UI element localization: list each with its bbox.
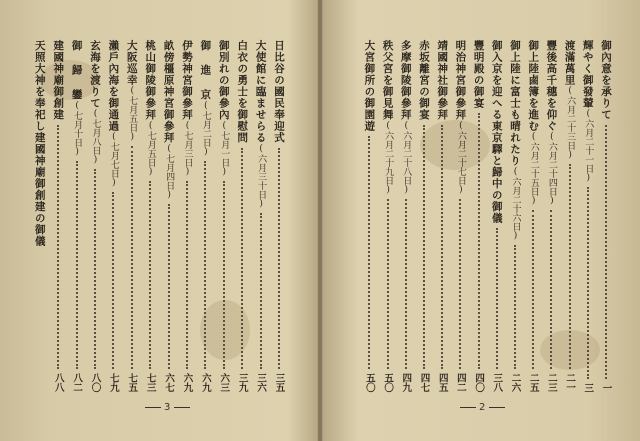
- toc-entry: [527, 40, 539, 392]
- toc-entry: [89, 40, 101, 392]
- toc-entry-page-number: 六九: [199, 373, 211, 392]
- toc-dot-leader: [569, 164, 571, 369]
- toc-entry: [163, 40, 175, 392]
- toc-entry-date: (六月三十日): [256, 143, 267, 209]
- toc-dot-leader: [57, 125, 59, 370]
- toc-entry-page-number: 三: [582, 382, 594, 392]
- toc-entry-date: (七月十日): [72, 100, 83, 157]
- toc-entry-title: 畝傍橿原神宮御參拜: [162, 40, 175, 144]
- toc-entry: [418, 40, 430, 392]
- toc-entry-page-number: 七三: [144, 373, 156, 392]
- toc-entry-date: (六月二十八日): [401, 120, 412, 195]
- toc-dot-leader: [94, 169, 96, 369]
- toc-dot-leader: [131, 146, 133, 369]
- toc-entry-date: (七月二日): [200, 100, 211, 157]
- toc-dot-leader: [405, 199, 407, 370]
- toc-entry-date: (六月二十九日): [383, 120, 394, 195]
- toc-entry-title: 天照大神を奉祀し建國神廟御創建の御儀: [33, 40, 46, 247]
- toc-entry: [363, 40, 375, 392]
- toc-entry-title: 御別れの御參內: [217, 40, 230, 121]
- toc-entry-title: 御上陸鹵簿を進む: [527, 40, 540, 132]
- toc-entry-page-number: 八二: [71, 373, 83, 392]
- toc-entry: [400, 40, 412, 392]
- toc-dot-leader: [587, 187, 589, 379]
- toc-entry-title: 大阪巡幸: [125, 40, 138, 86]
- toc-dot-leader: [204, 161, 206, 370]
- toc-entry: [34, 40, 46, 392]
- toc-entry: [454, 40, 466, 392]
- toc-entry: [509, 40, 521, 392]
- toc-dot-leader: [223, 181, 225, 370]
- toc-entry-title: 多摩御陵御參拜: [399, 40, 412, 121]
- toc-entry: [218, 40, 230, 392]
- toc-entry-page-number: 四二: [454, 373, 466, 392]
- toc-entry-title: 瀨戶內海を御通過: [107, 40, 120, 132]
- toc-entry: [491, 40, 503, 392]
- toc-dot-leader: [459, 199, 461, 370]
- toc-entry-page-number: 六七: [163, 373, 175, 392]
- toc-entry-title: 御內意を承りて: [600, 40, 612, 121]
- toc-entry: [126, 40, 138, 392]
- toc-entry-title: 御上陸に富士も晴れたり: [509, 40, 521, 167]
- toc-dot-leader: [423, 125, 425, 370]
- toc-entry-page-number: 五〇: [363, 373, 375, 392]
- toc-entry-title: 赤坂離宮の御宴: [418, 40, 430, 121]
- toc-entry: [71, 40, 83, 392]
- toc-entry: [255, 40, 267, 392]
- toc-entry: [382, 40, 394, 392]
- toc-dot-leader: [514, 245, 516, 370]
- toc-entry-date: (六月二十四日): [546, 132, 557, 206]
- toc-entry-date: (六月二十六日): [510, 166, 521, 241]
- toc-entry-date: (六月二十五日): [528, 132, 539, 206]
- toc-entry-page-number: 三八: [491, 373, 503, 392]
- toc-entry: [436, 40, 448, 392]
- toc-dot-leader: [387, 199, 389, 370]
- toc-entry-title: 御 進 京: [199, 40, 212, 101]
- toc-dot-leader: [478, 113, 480, 369]
- toc-entry-date: (七月五日): [127, 86, 138, 142]
- toc-entry-page-number: 八〇: [89, 373, 101, 392]
- toc-dot-leader: [532, 210, 534, 369]
- toc-entry-date: (七月七日): [108, 132, 119, 188]
- right-page-number: 2: [457, 402, 508, 413]
- toc-dot-leader: [241, 148, 243, 370]
- toc-entry: [181, 40, 193, 392]
- toc-dot-leader: [441, 125, 443, 370]
- toc-entry-title: 日比谷の國民奉迎式: [273, 40, 285, 144]
- toc-entry-date: (六月二十三日): [565, 86, 576, 160]
- toc-entry-page-number: 七五: [126, 373, 138, 392]
- toc-entry: [199, 40, 211, 392]
- toc-entry: [564, 40, 576, 392]
- toc-entry-page-number: 六三: [218, 373, 230, 392]
- left-page-number: 3: [142, 402, 193, 413]
- toc-entry-page-number: 六九: [181, 373, 193, 392]
- toc-entry-title: 輝やく御發輦: [581, 40, 594, 109]
- toc-dot-leader: [112, 192, 114, 369]
- right-page: [321, 0, 640, 441]
- toc-entry-page-number: 四五: [436, 373, 448, 392]
- toc-entry-title: 玄海を渡りて: [89, 40, 101, 109]
- toc-entry-page-number: 三五: [273, 373, 285, 392]
- toc-entry: [52, 40, 64, 392]
- toc-entry-title: 桃山御陵御參拜: [144, 40, 157, 121]
- toc-entry-page-number: 五〇: [382, 373, 394, 392]
- toc-entry-title: 建國神廟御創建: [52, 40, 65, 121]
- toc-entry-page-number: 四七: [418, 373, 430, 392]
- toc-entry-date: (七月三日): [182, 120, 193, 177]
- toc-entry-title: 明治神宮御參拜: [454, 40, 467, 121]
- toc-entry-page-number: 四九: [400, 373, 412, 392]
- toc-entry-title: 白衣の勇士を御慰問: [236, 40, 249, 144]
- toc-dot-leader: [260, 213, 262, 370]
- toc-entry-page-number: 一: [600, 382, 612, 392]
- toc-dot-leader: [550, 210, 552, 369]
- toc-entry-page-number: 三九: [236, 373, 248, 392]
- toc-entry-title: 秩父宮を御見舞: [381, 40, 394, 121]
- toc-entry-title: 靖國神社御參拜: [436, 40, 449, 121]
- toc-entry-page-number: 七九: [107, 373, 119, 392]
- toc-dot-leader: [186, 181, 188, 370]
- toc-entry-date: (七月五日): [145, 120, 156, 177]
- toc-entry-page-number: 二六: [509, 373, 521, 392]
- toc-entry: [545, 40, 557, 392]
- toc-dot-leader: [368, 136, 370, 369]
- toc-entry-date: (七月八日): [90, 109, 101, 165]
- toc-entry: [273, 40, 285, 392]
- toc-entry-title: 渡滿萬里: [563, 40, 576, 86]
- toc-entry: [144, 40, 156, 392]
- toc-dot-leader: [149, 181, 151, 370]
- toc-entry-title: 大宮御所の御園遊: [363, 40, 376, 132]
- toc-entry-date: (七月一日): [219, 120, 230, 177]
- left-page: [0, 0, 319, 441]
- toc-entry-page-number: 四〇: [473, 373, 485, 392]
- toc-entry-page-number: 八八: [52, 373, 64, 392]
- toc-entry-title: 御 歸 鑾: [70, 40, 83, 101]
- toc-entry: [236, 40, 248, 392]
- toc-entry-title: 御入京を迎へる東京驛と歸中の御儀: [490, 40, 503, 224]
- toc-entry: [473, 40, 485, 392]
- toc-entry-page-number: 二三: [545, 373, 557, 392]
- toc-entry-title: 伊勢神宮御參拜: [181, 40, 193, 121]
- toc-entry: [107, 40, 119, 392]
- toc-entry-date: (六月二十一日): [583, 109, 594, 183]
- toc-entry-page-number: 二一: [564, 373, 576, 392]
- toc-dot-leader: [76, 161, 78, 370]
- toc-dot-leader: [496, 228, 498, 369]
- toc-entry: [600, 40, 612, 392]
- toc-entry-title: 豐後高千穗を仰ぐ: [545, 40, 558, 132]
- toc-entry-title: 豐明殿の御宴: [472, 40, 485, 109]
- toc-dot-leader: [278, 148, 280, 370]
- toc-entry: [582, 40, 594, 392]
- toc-entry-page-number: 三六: [255, 373, 267, 392]
- toc-dot-leader: [605, 125, 607, 379]
- toc-entry-date: (七月四日): [164, 143, 175, 200]
- toc-dot-leader: [168, 204, 170, 370]
- toc-entry-date: (六月二十七日): [455, 120, 466, 195]
- toc-entry-page-number: 二五: [527, 373, 539, 392]
- toc-entry-title: 大使館に臨ませらる: [254, 40, 267, 144]
